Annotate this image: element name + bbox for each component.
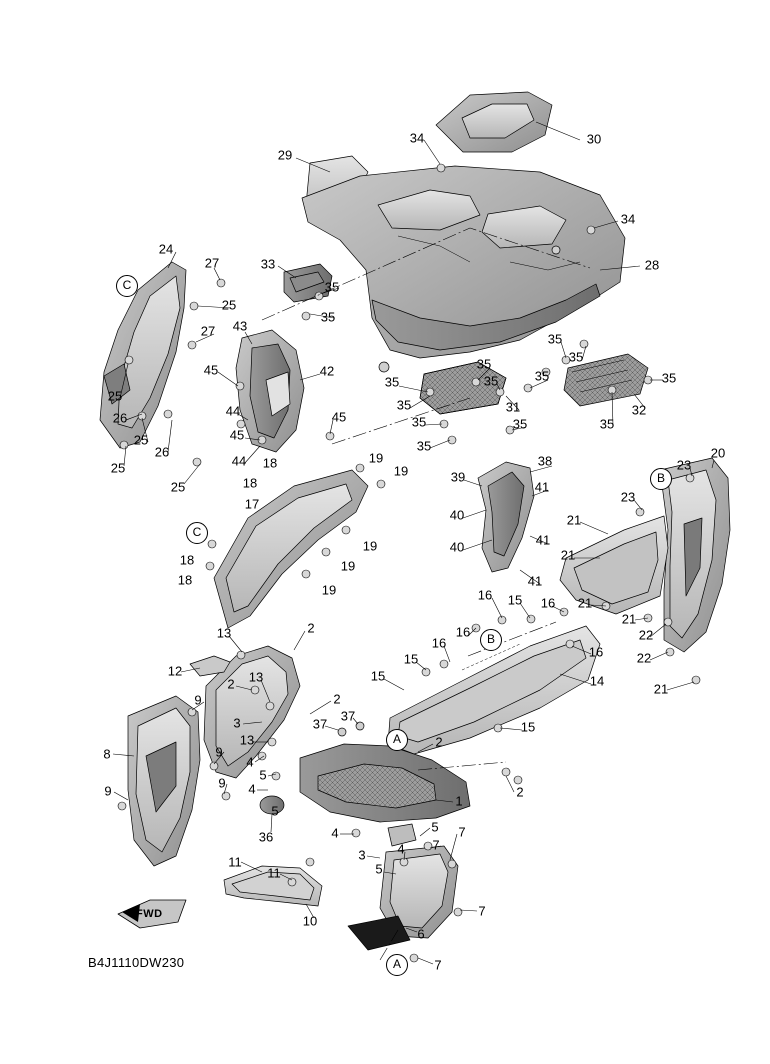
fwd-label: FWD xyxy=(136,908,163,920)
callout-5: 5 xyxy=(375,861,383,877)
callout-35: 35 xyxy=(599,416,615,432)
callout-7: 7 xyxy=(432,837,440,853)
callout-44: 44 xyxy=(231,453,247,469)
callout-5: 5 xyxy=(259,767,267,783)
callout-41: 41 xyxy=(534,479,550,495)
callout-35: 35 xyxy=(547,331,563,347)
callout-13: 13 xyxy=(239,732,255,748)
callout-25: 25 xyxy=(170,479,186,495)
callout-12: 12 xyxy=(167,663,183,679)
callout-44: 44 xyxy=(225,403,241,419)
callout-4: 4 xyxy=(248,781,256,797)
callout-29: 29 xyxy=(277,147,293,163)
callout-11: 11 xyxy=(267,865,281,881)
callout-35: 35 xyxy=(661,370,677,386)
callout-16: 16 xyxy=(431,635,447,651)
callout-35: 35 xyxy=(324,279,340,295)
callout-40: 40 xyxy=(449,539,465,555)
callout-9: 9 xyxy=(194,692,202,708)
callout-23: 23 xyxy=(676,457,692,473)
callout-32: 32 xyxy=(631,402,647,418)
callout-37: 37 xyxy=(312,716,328,732)
callout-36: 36 xyxy=(258,829,274,845)
callout-2: 2 xyxy=(227,676,235,692)
callout-45: 45 xyxy=(331,409,347,425)
section-ref-b: B xyxy=(650,468,672,490)
section-ref-a: A xyxy=(386,954,408,976)
callout-35: 35 xyxy=(384,374,400,390)
callout-4: 4 xyxy=(331,825,339,841)
callout-18: 18 xyxy=(179,552,195,568)
callout-41: 41 xyxy=(527,573,543,589)
callout-27: 27 xyxy=(204,255,220,271)
callout-35: 35 xyxy=(396,397,412,413)
callout-34: 34 xyxy=(409,130,425,146)
callout-22: 22 xyxy=(638,627,654,643)
callout-37: 37 xyxy=(340,708,356,724)
callout-18: 18 xyxy=(242,475,258,491)
callout-7: 7 xyxy=(458,824,466,840)
callout-2: 2 xyxy=(307,620,315,636)
callout-9: 9 xyxy=(218,775,226,791)
callout-2: 2 xyxy=(333,691,341,707)
callout-35: 35 xyxy=(320,309,336,325)
callout-39: 39 xyxy=(450,469,466,485)
callout-2: 2 xyxy=(435,734,443,750)
callout-38: 38 xyxy=(537,453,553,469)
callout-35: 35 xyxy=(512,416,528,432)
callout-16: 16 xyxy=(540,595,556,611)
callout-1: 1 xyxy=(455,793,463,809)
callout-25: 25 xyxy=(133,432,149,448)
section-ref-c: C xyxy=(186,522,208,544)
callout-19: 19 xyxy=(362,538,378,554)
callout-35: 35 xyxy=(416,438,432,454)
callout-35: 35 xyxy=(411,414,427,430)
callout-34: 34 xyxy=(620,211,636,227)
callout-35: 35 xyxy=(483,373,499,389)
callout-45: 45 xyxy=(203,362,219,378)
callout-19: 19 xyxy=(368,450,384,466)
callout-27: 27 xyxy=(200,323,216,339)
callout-8: 8 xyxy=(103,746,111,762)
callout-16: 16 xyxy=(477,587,493,603)
callout-21: 21 xyxy=(560,547,576,563)
callout-13: 13 xyxy=(216,625,232,641)
section-ref-b: B xyxy=(480,629,502,651)
callout-43: 43 xyxy=(232,318,248,334)
callout-30: 30 xyxy=(586,131,602,147)
callout-4: 4 xyxy=(246,754,254,770)
callout-24: 24 xyxy=(158,241,174,257)
callout-25: 25 xyxy=(107,388,123,404)
callout-25: 25 xyxy=(221,297,237,313)
callout-13: 13 xyxy=(248,669,264,685)
callout-23: 23 xyxy=(620,489,636,505)
callout-19: 19 xyxy=(321,582,337,598)
callout-14: 14 xyxy=(589,673,605,689)
callout-19: 19 xyxy=(393,463,409,479)
callout-3: 3 xyxy=(233,715,241,731)
callout-33: 33 xyxy=(260,256,276,272)
callout-7: 7 xyxy=(434,957,442,973)
callout-22: 22 xyxy=(636,650,652,666)
section-ref-a: A xyxy=(386,729,408,751)
callout-5: 5 xyxy=(271,803,279,819)
callout-28: 28 xyxy=(644,257,660,273)
part-code-label: B4J1110DW230 xyxy=(88,955,185,970)
callout-11: 11 xyxy=(228,854,242,870)
callout-15: 15 xyxy=(507,592,523,608)
callout-21: 21 xyxy=(566,512,582,528)
callout-42: 42 xyxy=(319,363,335,379)
callout-3: 3 xyxy=(358,847,366,863)
callout-19: 19 xyxy=(340,558,356,574)
callout-45: 45 xyxy=(229,427,245,443)
callout-7: 7 xyxy=(478,903,486,919)
callout-2: 2 xyxy=(516,784,524,800)
callout-6: 6 xyxy=(417,926,425,942)
callout-15: 15 xyxy=(403,651,419,667)
callout-40: 40 xyxy=(449,507,465,523)
callout-20: 20 xyxy=(710,445,726,461)
callout-25: 25 xyxy=(110,460,126,476)
callout-18: 18 xyxy=(177,572,193,588)
callout-16: 16 xyxy=(455,624,471,640)
callout-9: 9 xyxy=(215,744,223,760)
callout-15: 15 xyxy=(520,719,536,735)
callout-9: 9 xyxy=(104,783,112,799)
callout-10: 10 xyxy=(302,913,318,929)
callout-35: 35 xyxy=(568,349,584,365)
callout-35: 35 xyxy=(534,368,550,384)
callout-16: 16 xyxy=(588,644,604,660)
callout-31: 31 xyxy=(505,399,521,415)
callout-18: 18 xyxy=(262,455,278,471)
callout-21: 21 xyxy=(653,681,669,697)
callout-35: 35 xyxy=(476,356,492,372)
section-ref-c: C xyxy=(116,275,138,297)
callout-17: 17 xyxy=(244,496,260,512)
callout-4: 4 xyxy=(397,841,405,857)
callout-21: 21 xyxy=(621,611,637,627)
callout-21: 21 xyxy=(577,595,593,611)
callout-26: 26 xyxy=(112,410,128,426)
callout-41: 41 xyxy=(535,532,551,548)
callout-15: 15 xyxy=(370,668,386,684)
callout-26: 26 xyxy=(154,444,170,460)
callout-5: 5 xyxy=(431,819,439,835)
